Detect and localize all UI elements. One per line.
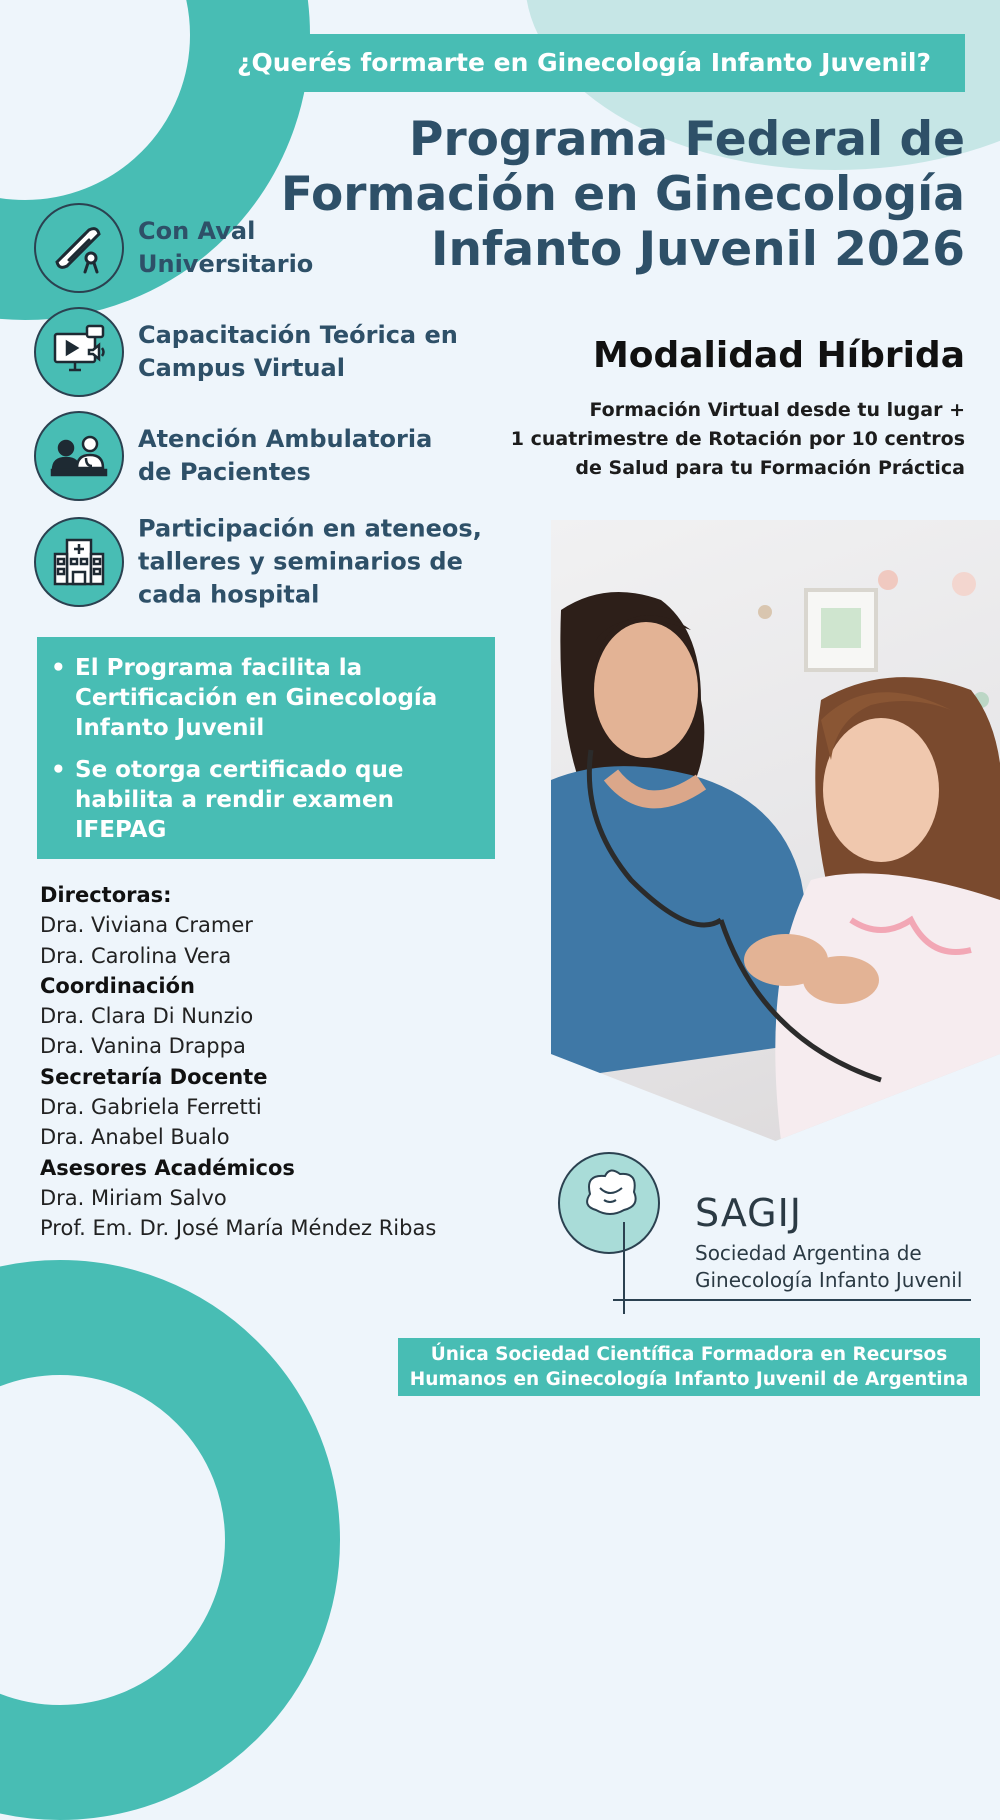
feature-atencion-ambulatoria (34, 411, 504, 501)
list-item: • Se otorga certificado que habilita a rendir examen IFEPAG (51, 757, 404, 843)
decorative-ring-bottom-left (0, 1260, 340, 1820)
feature-text: Atención Ambulatoria de Pacientes (138, 425, 433, 486)
credit-name: Dra. Gabriela Ferretti (40, 1095, 262, 1120)
feature-participacion (34, 514, 504, 609)
top-banner: ¿Querés formarte en Ginecología Infanto Juvenil? (203, 34, 965, 92)
credit-name: Dra. Clara Di Nunzio (40, 1004, 254, 1029)
credit-name: Dra. Viviana Cramer (40, 913, 253, 938)
logo-divider (613, 1299, 971, 1301)
feature-text: Participación en ateneos, talleres y seminarios de cada hospital (138, 514, 482, 609)
flower-icon (560, 1154, 658, 1252)
directoras-heading: Directoras: (40, 883, 172, 907)
logo-full-name: Sociedad Argentina de Ginecología Infanto Juvenil (695, 1241, 963, 1292)
credit-name: Dra. Carolina Vera (40, 943, 232, 968)
modalidad-title: Modalidad Híbrida (592, 335, 965, 376)
credit-name: Prof. Em. Dr. José María Méndez Ribas (40, 1216, 437, 1241)
logo-name: SAGIJ (695, 1191, 803, 1235)
sagij-logo (558, 1152, 660, 1254)
certification-box (37, 637, 495, 859)
title-line-2: Formación en Ginecología (280, 167, 965, 222)
credit-name: Dra. Anabel Bualo (40, 1125, 230, 1150)
credit-name: Dra. Vanina Drappa (40, 1034, 246, 1059)
title-line-3: Infanto Juvenil 2026 (430, 222, 965, 277)
coordinacion-heading: Coordinación (40, 973, 195, 998)
doctor-patient-photo (551, 520, 1000, 1141)
virtual-campus-icon (34, 307, 124, 397)
doctor-patient-icon (34, 411, 124, 501)
bottom-banner: Única Sociedad Científica Formadora en Recursos Humanos en Ginecología Infanto Juvenil de Argentina (398, 1338, 980, 1396)
title-line-1: Programa Federal de (409, 112, 965, 167)
feature-text: Con Aval Universitario (138, 217, 314, 278)
modalidad-description: Formación Virtual desde tu lugar + 1 cuatrimestre de Rotación por 10 centros de Salud para tu Formación Práctica (510, 399, 965, 479)
list-item: • El Programa facilita la Certificación en Ginecología Infanto Juvenil (51, 655, 438, 741)
hospital-icon (34, 517, 124, 607)
credit-name: Dra. Miriam Salvo (40, 1185, 227, 1210)
diploma-icon (34, 203, 124, 293)
credits-section (40, 880, 510, 1244)
feature-aval-universitario (34, 203, 504, 293)
feature-text: Capacitación Teórica en Campus Virtual (138, 321, 458, 382)
feature-campus-virtual (34, 307, 504, 397)
asesores-heading: Asesores Académicos (40, 1155, 295, 1180)
secretaria-heading: Secretaría Docente (40, 1064, 268, 1089)
